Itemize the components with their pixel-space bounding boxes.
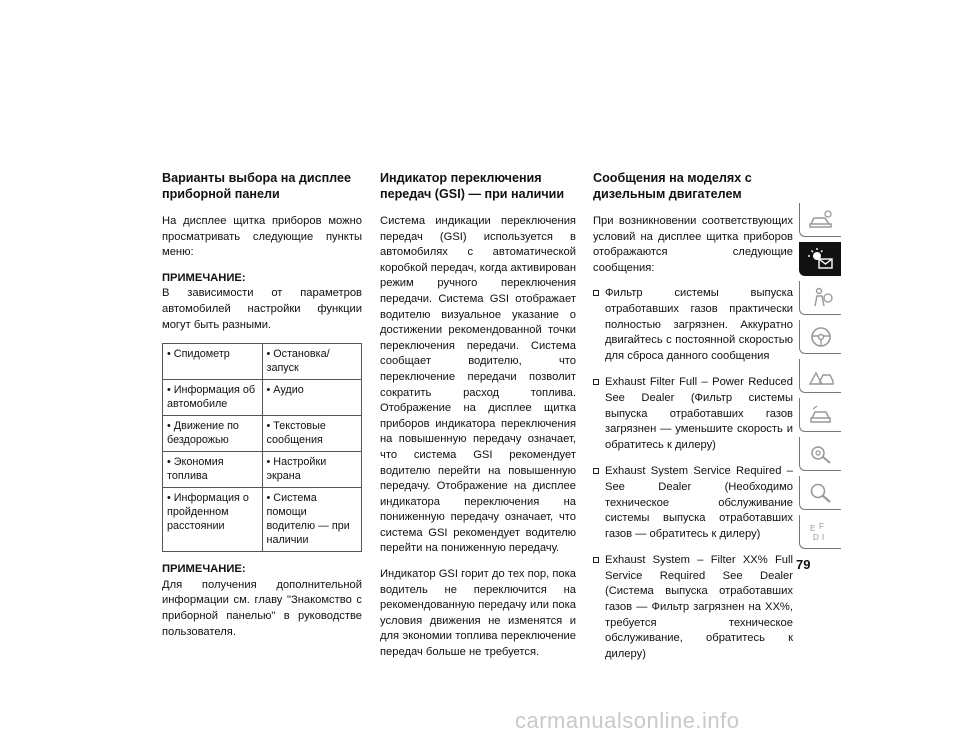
svg-text:D: D [812, 532, 819, 542]
table-row [163, 488, 362, 552]
table-cell: • Текстовые сообщения [262, 416, 362, 452]
chapter-tabs [799, 203, 841, 554]
table-cell: • Информация о пройденном расстоянии [163, 488, 263, 552]
checkbox-bullet-icon [593, 557, 599, 563]
magnifier-index-icon [807, 481, 835, 505]
table-cell: • Информация об автомобиле [163, 380, 263, 416]
section-heading: Индикатор переключения передач (GSI) — при наличии [380, 171, 565, 201]
car-info-icon [807, 208, 835, 232]
table-cell: • Движение по бездорожью [163, 416, 263, 452]
tab-languages[interactable] [799, 515, 841, 549]
airbag-seatbelt-icon [807, 286, 835, 310]
table-cell: • Настройки экрана [262, 452, 362, 488]
page-number: 79 [796, 557, 811, 572]
tab-safety[interactable] [799, 281, 841, 315]
note-text: Для получения дополнительной информации см. главу "Знакомство с приборной панелью" в руководстве пользователя. [162, 578, 362, 638]
languages-icon [807, 520, 835, 544]
steering-wheel-icon [807, 325, 835, 349]
column-display-options [162, 170, 362, 650]
warning-light-message-icon [807, 247, 835, 271]
table-cell: • Экономия топлива [163, 452, 263, 488]
tab-car-info[interactable] [799, 203, 841, 237]
column-gsi [380, 170, 576, 671]
section-heading: Сообщения на моделях с дизельным двигателем [593, 171, 752, 201]
table-cell: • Остановка/запуск [262, 344, 362, 380]
checkbox-bullet-icon [593, 290, 599, 296]
svg-text:E: E [809, 523, 815, 533]
tab-maintenance[interactable] [799, 437, 841, 471]
table-row [163, 452, 362, 488]
table-cell: • Спидометр [163, 344, 263, 380]
table-row [163, 380, 362, 416]
list-item [593, 286, 793, 364]
table-row [163, 344, 362, 380]
tab-index[interactable] [799, 476, 841, 510]
table-row [163, 416, 362, 452]
list-item [593, 375, 793, 453]
tab-emergency[interactable] [799, 359, 841, 393]
column-diesel-messages [593, 170, 793, 673]
tools-maintenance-icon [807, 442, 835, 466]
table-cell: • Система помощи водителю — при наличии [262, 488, 362, 552]
body-paragraph: Индикатор GSI горит до тех пор, пока водитель не переключится на рекомендованную передачу или пока условия движения не изменятся и для экономии топлива переключение передач больше не требуется. [380, 568, 576, 659]
list-item [593, 553, 793, 662]
list-item-text: Exhaust Filter Full – Power Reduced See Dealer (Фильтр системы выпуска отработавших газов загрязнен — уменьшите скорость и обратитесь к дилеру) [605, 376, 793, 451]
note-text: В зависимости от параметров автомобилей настройки функции могут быть разными. [162, 287, 362, 331]
note-title: ПРИМЕЧАНИЕ: [162, 271, 246, 284]
list-item [593, 464, 793, 542]
svg-text:I: I [821, 532, 824, 542]
list-item-text: Exhaust System Service Required – See Dealer (Необходимо техническое обслуживание системы выпуска отработавших газов — обратитесь к дилеру) [605, 465, 793, 540]
checkbox-bullet-icon [593, 468, 599, 474]
list-item-text: Exhaust System – Filter XX% Full Service Required See Dealer (Система выпуска отработавших газов — Фильтр загрязнен на XX%, требуется техническое обслуживание, обратитесь к дилеру) [605, 554, 793, 660]
breakdown-triangle-icon [807, 364, 835, 388]
svg-text:F: F [818, 521, 824, 531]
tab-warning-lights[interactable] [799, 242, 841, 276]
footer-watermark: carmanualsonline.info [515, 708, 740, 733]
tab-servicing[interactable] [799, 398, 841, 432]
body-paragraph: Система индикации переключения передач (GSI) используется в автомобилях с автоматической коробкой передач, когда активирован режим ручного переключения передачи. Система GSI отображает водителю визуальное указание о достижении рекомендованной точки переключения передачи. Система сообщает водителю, что переключение передачи позволит сократить расход топлива. Отображение на дисплее щитка приборов индикатора переключения на повышенную передачу означает, что система GSI рекомендует водителю перейти на повышенную передачу. Отображение на дисплее индикатора переключения на пониженную передачу означает, что система GSI рекомендует водителю перейти на пониженную передачу. [380, 215, 576, 555]
checkbox-bullet-icon [593, 379, 599, 385]
list-item-text: Фильтр системы выпуска отработавших газов практически полностью загрязнен. Аккуратно двигайтесь с постоянной скоростью для сброса данного сообщения [605, 287, 793, 362]
section-heading: Варианты выбора на дисплее приборной панели [162, 171, 352, 201]
intro-paragraph: На дисплее щитка приборов можно просматривать следующие пункты меню: [162, 215, 362, 259]
note-title: ПРИМЕЧАНИЕ: [162, 563, 246, 576]
menu-options-table [162, 343, 362, 552]
message-list [593, 286, 793, 662]
table-cell: • Аудио [262, 380, 362, 416]
car-service-icon [807, 403, 835, 427]
tab-driving[interactable] [799, 320, 841, 354]
intro-paragraph: При возникновении соответствующих условий на дисплее щитка приборов отображаются следующие сообщения: [593, 215, 793, 274]
